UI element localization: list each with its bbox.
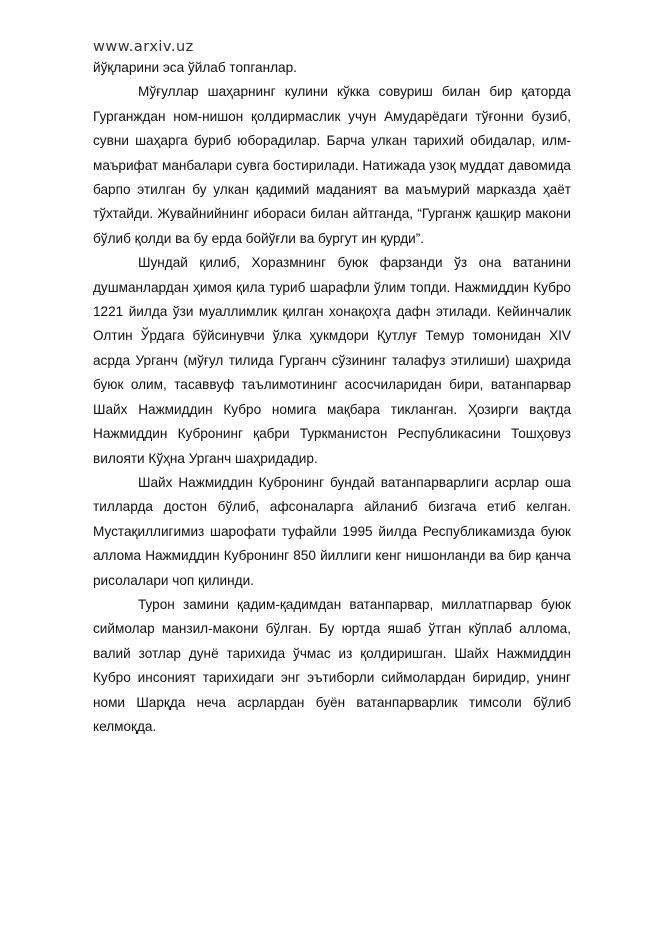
paragraph-burial: Шундай қилиб, Хоразмнинг буюк фарзанди ўз она ватанини душманлардан ҳимоя қила туриб шарафли ўлим топди. Нажмиддин Кубро 1221 йилда ўзи муаллимлик қилган хонақоҳга дафн этилади. Кейинчалик Олтин Ўрдага бўйсинувчи ўлка ҳукмдори Қутлуғ Темур томонидан XIV асрда Урганч (мўғул тилида Гурганч сўзининг талафуз этилиши) шаҳрида буюк олим, тасаввуф таълимотининг асосчиларидан бири, ватанпарвар Шайх Нажмиддин Кубро номига мақбара тикланган. Ҳозирги вақтда Нажмиддин Кубронинг қабри Туркманистон Республикасини Тошҳовуз вилояти Кўҳна Урганч шаҳридадир.: [93, 255, 571, 466]
paragraph-continuation: йўқларини эса ўйлаб топганлар.: [93, 60, 297, 75]
paragraph-turan: Турон замини қадим-қадимдан ватанпарвар, миллатпарвар буюк сиймолар манзил-макони бўлган. Бу юртда яшаб ўтган кўплаб аллома, валий зотлар дунё тарихида ўчмас из қолдиришган. Шайх Нажмиддин Кубро инсоният тарихидаги энг эътиборли сиймолардан биридир, унинг номи Шарқда неча асрлардан буён ватанпарварлик тимсоли бўлиб келмоқда.: [93, 596, 571, 734]
watermark-link[interactable]: www.arxiv.uz: [93, 39, 194, 55]
paragraph-legacy: Шайх Нажмиддин Кубронинг бундай ватанпарварлиги асрлар оша тилларда достон бўлиб, афсоналарга айланиб бизгача етиб келган. Мустақиллигимиз шарофати туфайли 1995 йилда Республикамизда буюк аллома Нажмиддин Кубронинг 850 йиллиги кенг нишонланди ва бир қанча рисолалари чоп қилинди.: [93, 474, 571, 588]
paragraph-mongol-invasion: Мўғуллар шаҳарнинг кулини кўкка совуриш билан бир қаторда Гурганждан ном-нишон қолдирмаслик учун Амударёдаги тўғонни бузиб, сувни шаҳарга буриб юборадилар. Барча улкан тарихий обидалар, илм-маърифат манбалари сувга бостирилади. Натижада узоқ муддат давомида барпо этилган бу улкан қадимий маданият ва маъмурий марказда ҳаёт тўхтайди. Жувайнийнинг ибораси билан айтганда, “Гурганж қашқир макони бўлиб қолди ва бу ерда бойўғли ва бургут ин қурди”.: [93, 84, 571, 246]
document-page: [93, 38, 571, 739]
